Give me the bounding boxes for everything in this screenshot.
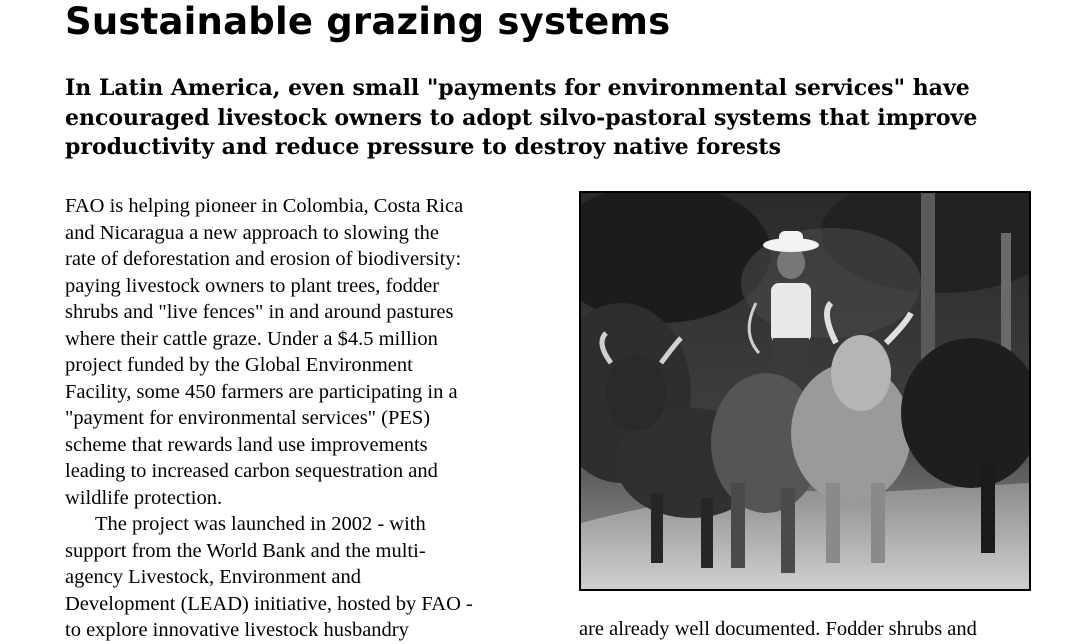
article-title: Sustainable grazing systems xyxy=(65,0,671,43)
paragraph-1 xyxy=(65,193,525,511)
text-line: shrubs and "live fences" in and around pastures xyxy=(65,301,454,323)
photo-illustration xyxy=(581,193,1029,589)
paragraph-2 xyxy=(65,511,525,644)
text-line: agency Livestock, Environment and xyxy=(65,566,362,588)
text-line: Development (LEAD) initiative, hosted by FAO - xyxy=(65,592,473,615)
text-line: leading to increased carbon sequestration and xyxy=(65,460,438,482)
text-line: rate of deforestation and erosion of biodiversity: xyxy=(65,248,462,270)
text-line: project funded by the Global Environment xyxy=(65,354,413,376)
text-line: are already well documented. Fodder shrubs and xyxy=(579,618,977,640)
text-line: and Nicaragua a new approach to slowing the xyxy=(65,221,439,244)
cattle-herder-photo xyxy=(579,191,1031,591)
text-line: The project was launched in 2002 - with xyxy=(95,513,426,535)
text-line: where their cattle graze. Under a $4.5 million xyxy=(65,327,438,350)
text-line: scheme that rewards land use improvements xyxy=(65,433,428,456)
text-line: support from the World Bank and the multi- xyxy=(65,539,426,562)
left-column xyxy=(65,193,525,644)
text-line: FAO is helping pioneer in Colombia, Costa Rica xyxy=(65,195,464,217)
text-line: wildlife protection. xyxy=(65,486,223,509)
right-column xyxy=(579,616,977,643)
article-subtitle: In Latin America, even small "payments for environmental services" have encouraged livestock owners to adopt silvo-pastoral systems that improve productivity and reduce pressure to destroy native forests xyxy=(65,75,978,160)
text-line: to explore innovative livestock husbandry xyxy=(65,619,409,641)
text-line: paying livestock owners to plant trees, fodder xyxy=(65,274,440,297)
text-line: "payment for environmental services" (PES) xyxy=(65,407,431,429)
text-line: Facility, some 450 farmers are participating in a xyxy=(65,380,458,403)
